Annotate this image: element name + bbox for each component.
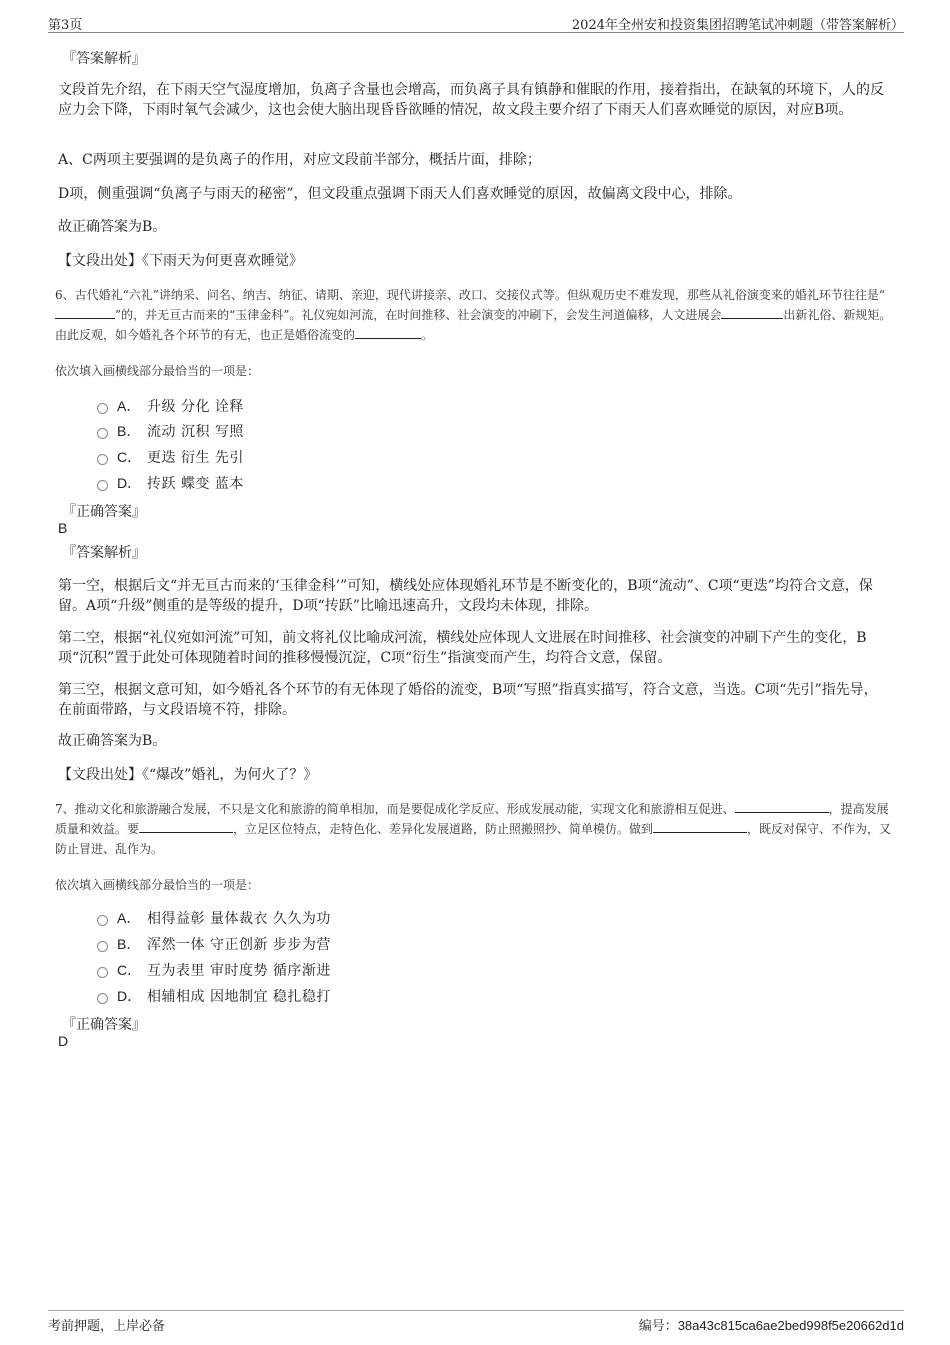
question-6-stem: 6、古代婚礼“六礼”讲纳采、问名、纳吉、纳征、请期、亲迎，现代讲接亲、改口、交接仪式等。但纵观历史不难发现，那些从礼俗演变来的婚礼环节往往是“ ”的，并无亘古而来的“玉律金科”。礼仪宛如河流，在时间推移、社会演变的冲刷下，会发生河道偏移，人文进展会 出新礼俗、新规矩。由此反观，如今婚礼各个环节的有无，也正是婚俗流变的 。 bbox=[55, 288, 892, 342]
analysis-paragraph: A、C两项主要强调的是负离子的作用，对应文段前半部分，概括片面，排除； bbox=[58, 152, 541, 168]
correct-answer: B bbox=[58, 520, 68, 536]
footer-slogan: 考前押题，上岸必备 bbox=[48, 1319, 166, 1334]
analysis-paragraph: 第三空，根据文意可知，如今婚礼各个环节的有无体现了婚俗的流变，B项“写照”指真实描写，符合文意，当选。C项“先引”指先导，在前面带路，与文段语境不符，排除。 bbox=[58, 682, 878, 718]
radio-icon[interactable] bbox=[97, 993, 108, 1004]
option-b[interactable]: B． 流动 沉积 写照 bbox=[97, 421, 244, 441]
analysis-paragraph: D项，侧重强调“负离子与雨天的秘密”，但文段重点强调下雨天人们喜欢睡觉的原因，故偏离文段中心，排除。 bbox=[58, 186, 742, 202]
option-d[interactable]: D． 抟跃 蝶变 蓝本 bbox=[97, 473, 244, 493]
radio-icon[interactable] bbox=[97, 967, 108, 978]
analysis-paragraph: 第一空，根据后文“并无亘古而来的‘玉律金科’”可知，横线处应体现婚礼环节是不断变化的，B项“流动”、C项“更迭”均符合文意，保留。A项“升级”侧重的是等级的提升，D项“抟跃”比喻迅速高升，文段均未体现，排除。 bbox=[58, 578, 873, 614]
option-c[interactable]: C． 互为表里 审时度势 循序渐进 bbox=[97, 960, 331, 980]
option-a[interactable]: A． 升级 分化 诠释 bbox=[97, 396, 244, 416]
blank bbox=[735, 800, 829, 813]
source-line: 【文段出处】《“爆改”婚礼，为何火了？》 bbox=[58, 767, 318, 783]
option-b[interactable]: B． 浑然一体 守正创新 步步为营 bbox=[97, 934, 331, 954]
blank bbox=[653, 820, 747, 833]
analysis-paragraph: 第二空，根据“礼仪宛如河流”可知，前文将礼仪比喻成河流，横线处应体现人文进展在时间推移、社会演变的冲刷下产生的变化，B项“沉积”置于此处可体现随着时间的推移慢慢沉淀，C项“衍生”指演变而产生，均符合文意，保留。 bbox=[58, 630, 867, 666]
blank bbox=[721, 306, 783, 319]
question-instruction: 依次填入画横线部分最恰当的一项是： bbox=[55, 364, 260, 378]
radio-icon[interactable] bbox=[97, 428, 108, 439]
option-d[interactable]: D． 相辅相成 因地制宜 稳扎稳打 bbox=[97, 986, 331, 1006]
document-title: 2024年全州安和投资集团招聘笔试冲刺题（带答案解析） bbox=[571, 18, 904, 33]
radio-icon[interactable] bbox=[97, 454, 108, 465]
blank bbox=[139, 820, 233, 833]
correct-answer-label: 『正确答案』 bbox=[62, 1017, 146, 1033]
analysis-conclusion: 故正确答案为B。 bbox=[58, 219, 167, 235]
correct-answer-label: 『正确答案』 bbox=[62, 504, 146, 520]
option-c[interactable]: C． 更迭 衍生 先引 bbox=[97, 447, 244, 467]
radio-icon[interactable] bbox=[97, 403, 108, 414]
radio-icon[interactable] bbox=[97, 480, 108, 491]
analysis-paragraph: 文段首先介绍，在下雨天空气湿度增加，负离子含量也会增高，而负离子具有镇静和催眠的作用，接着指出，在缺氧的环境下，人的反应力会下降，下雨时氧气会减少，这也会使大脑出现昏昏欲睡的情况，故文段主要介绍了下雨天人们喜欢睡觉的原因，对应B项。 bbox=[58, 82, 884, 118]
page-footer bbox=[48, 1310, 904, 1333]
radio-icon[interactable] bbox=[97, 941, 108, 952]
radio-icon[interactable] bbox=[97, 915, 108, 926]
question-instruction: 依次填入画横线部分最恰当的一项是： bbox=[55, 878, 260, 892]
correct-answer: D bbox=[58, 1033, 69, 1049]
source-line: 【文段出处】《下雨天为何更喜欢睡觉》 bbox=[58, 253, 303, 269]
page-number: 第3页 bbox=[48, 18, 83, 33]
blank bbox=[355, 326, 421, 339]
analysis-label: 『答案解析』 bbox=[62, 545, 146, 561]
analysis-conclusion: 故正确答案为B。 bbox=[58, 733, 167, 749]
question-7-stem: 7、推动文化和旅游融合发展，不只是文化和旅游的简单相加，而是要促成化学反应、形成发展动能，实现文化和旅游相互促进、 ，提高发展质量和效益。要 ，立足区位特点，走特色化、差异化发展道路，防止照搬照抄、简单模仿。做到 ，既反对保守、不作为，又防止冒进、乱作为。 bbox=[55, 802, 892, 856]
analysis-label: 『答案解析』 bbox=[62, 51, 146, 67]
document-code: 编号：38a43c815ca6ae2bed998f5e20662d1d bbox=[638, 1318, 904, 1333]
blank bbox=[55, 306, 115, 319]
option-a[interactable]: A． 相得益彰 量体裁衣 久久为功 bbox=[97, 908, 331, 928]
